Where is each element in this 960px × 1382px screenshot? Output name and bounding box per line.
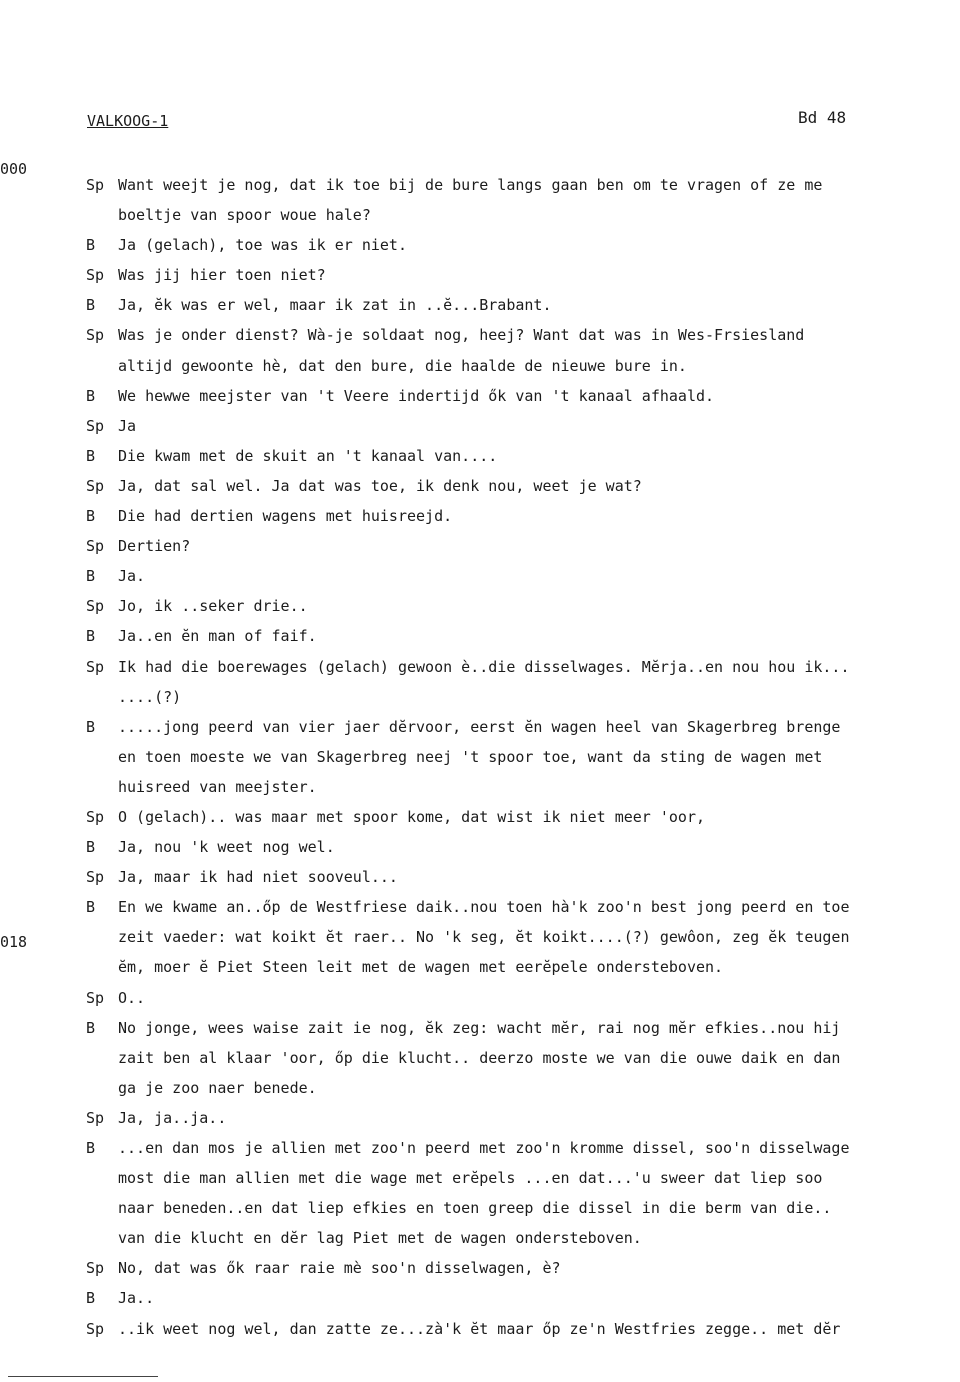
speaker-label: B xyxy=(86,898,96,917)
speaker-turn xyxy=(86,652,960,712)
footer-divider xyxy=(8,1376,158,1377)
utterance xyxy=(118,1133,850,1253)
utterance-line: Was je onder dienst? Wà-je soldaat nog, heej? Want dat was in Wes-Frsiesland xyxy=(118,326,805,345)
margin-counter: 018 xyxy=(0,933,28,951)
speaker-turn xyxy=(86,892,960,982)
utterance xyxy=(118,1283,154,1313)
speaker-turn xyxy=(86,802,960,832)
utterance-line: Die kwam met de skuit an 't kanaal van.... xyxy=(118,446,498,465)
speaker-label: B xyxy=(86,507,96,526)
utterance-line: Ja. xyxy=(118,567,146,586)
utterance-line: Ja xyxy=(118,416,137,435)
speaker-turn xyxy=(86,1013,960,1103)
speaker-label: Sp xyxy=(86,657,105,676)
speaker-label: B xyxy=(86,236,96,255)
utterance-line: most die man allien met die wage met erĕpels ...en dat...'u sweer dat liep soo xyxy=(118,1169,823,1188)
utterance-line: huisreed van meejster. xyxy=(118,777,317,796)
speaker-turn xyxy=(86,531,960,561)
utterance-line: ....(?) xyxy=(118,687,182,706)
utterance xyxy=(118,983,145,1013)
speaker-turn xyxy=(86,501,960,531)
speaker-label: Sp xyxy=(86,1108,105,1127)
utterance xyxy=(118,531,190,561)
utterance xyxy=(118,230,407,260)
utterance-line: Die had dertien wagens met huisreejd. xyxy=(118,507,453,526)
utterance xyxy=(118,652,850,712)
utterance-line: En we kwame an..őp de Westfriese daik..nou toen hà'k zoo'n best jong peerd en toe xyxy=(118,898,850,917)
utterance-line: Dertien? xyxy=(118,537,191,556)
speaker-label: B xyxy=(86,446,96,465)
utterance xyxy=(118,591,308,621)
utterance-line: Ja, nou 'k weet nog wel. xyxy=(118,838,335,857)
utterance-line: Was jij hier toen niet? xyxy=(118,266,326,285)
utterance-line: Jo, ik ..seker drie.. xyxy=(118,597,308,616)
speaker-label: B xyxy=(86,386,96,405)
speaker-turn xyxy=(86,320,960,380)
speaker-turn xyxy=(86,471,960,501)
speaker-label: B xyxy=(86,296,96,315)
speaker-turn xyxy=(86,1314,960,1344)
speaker-label: B xyxy=(86,1289,96,1308)
utterance xyxy=(118,260,326,290)
speaker-label: B xyxy=(86,838,96,857)
utterance-line: ga je zoo naer benede. xyxy=(118,1078,317,1097)
speaker-label: Sp xyxy=(86,176,105,194)
transcript-body xyxy=(86,170,960,1344)
utterance xyxy=(118,1013,840,1103)
speaker-turn xyxy=(86,170,960,230)
utterance-line: Want weejt je nog, dat ik toe bij de bure langs gaan ben om te vragen of ze me xyxy=(118,176,823,194)
utterance-line: O (gelach).. was maar met spoor kome, dat wist ik niet meer 'oor, xyxy=(118,807,705,826)
speaker-turn xyxy=(86,712,960,802)
utterance-line: Ja.. xyxy=(118,1289,155,1308)
utterance-line: Ik had die boerewages (gelach) gewoon è..die disselwages. Mĕrja..en nou hou ik... xyxy=(118,657,850,676)
utterance xyxy=(118,712,840,802)
utterance-line: van die klucht en dĕr lag Piet met de wagen ondersteboven. xyxy=(118,1229,642,1248)
speaker-turn xyxy=(86,290,960,320)
document-title: VALKOOG-1 xyxy=(87,112,169,130)
speaker-label: Sp xyxy=(86,1319,105,1338)
speaker-turn xyxy=(86,591,960,621)
utterance xyxy=(118,411,136,441)
speaker-turn xyxy=(86,832,960,862)
speaker-label: Sp xyxy=(86,416,105,435)
speaker-label: B xyxy=(86,1018,96,1037)
utterance xyxy=(118,892,850,982)
utterance-line: naar beneden..en dat liep efkies en toen greep die dissel in die berm van die.. xyxy=(118,1199,832,1218)
speaker-label: B xyxy=(86,567,96,586)
speaker-label: Sp xyxy=(86,868,105,887)
speaker-label: Sp xyxy=(86,326,105,345)
speaker-label: Sp xyxy=(86,988,105,1007)
speaker-label: B xyxy=(86,1139,96,1157)
utterance-line: No jonge, wees waise zait ie nog, ĕk zeg: wacht mĕr, rai nog mĕr efkies..nou hij xyxy=(118,1018,841,1037)
utterance xyxy=(118,290,551,320)
speaker-turn xyxy=(86,862,960,892)
speaker-turn xyxy=(86,1103,960,1133)
speaker-label: Sp xyxy=(86,807,105,826)
utterance xyxy=(118,441,497,471)
utterance-line: We hewwe meejster van 't Veere indertijd ők van 't kanaal afhaald. xyxy=(118,386,715,405)
utterance-line: en toen moeste we van Skagerbreg neej 't spoor toe, want da sting de wagen met xyxy=(118,747,823,766)
utterance-line: Ja, ja..ja.. xyxy=(118,1108,227,1127)
speaker-turn xyxy=(86,441,960,471)
utterance-line: .....jong peerd van vier jaer dĕrvoor, eerst ĕn wagen heel van Skagerbreg brenge xyxy=(118,717,841,736)
utterance xyxy=(118,320,804,380)
utterance xyxy=(118,832,335,862)
utterance-line: ĕm, moer ĕ Piet Steen leit met de wagen met eerĕpele ondersteboven. xyxy=(118,958,724,977)
speaker-label: B xyxy=(86,717,96,736)
margin-counter: 000 xyxy=(0,160,28,178)
speaker-label: Sp xyxy=(86,1259,105,1278)
utterance-line: boeltje van spoor woue hale? xyxy=(118,206,371,225)
utterance-line: zait ben al klaar 'oor, őp die klucht.. deerzo moste we van die ouwe daik en dan xyxy=(118,1048,841,1067)
speaker-label: Sp xyxy=(86,476,105,495)
speaker-label: Sp xyxy=(86,597,105,616)
utterance xyxy=(118,381,714,411)
speaker-turn xyxy=(86,1283,960,1313)
utterance xyxy=(118,170,822,230)
speaker-turn xyxy=(86,260,960,290)
utterance-line: Ja, dat sal wel. Ja dat was toe, ik denk nou, weet je wat? xyxy=(118,476,642,495)
utterance xyxy=(118,501,452,531)
utterance xyxy=(118,802,705,832)
speaker-turn xyxy=(86,1253,960,1283)
speaker-turn xyxy=(86,1133,960,1253)
utterance xyxy=(118,1103,226,1133)
speaker-turn xyxy=(86,411,960,441)
utterance-line: zeit vaeder: wat koikt ĕt raer.. No 'k seg, ĕt koikt....(?) gewôon, zeg ĕk teugen xyxy=(118,928,850,947)
utterance-line: ...en dan mos je allien met zoo'n peerd met zoo'n kromme dissel, soo'n disselwage xyxy=(118,1139,850,1157)
utterance xyxy=(118,1314,840,1344)
speaker-turn xyxy=(86,983,960,1013)
speaker-label: Sp xyxy=(86,266,105,285)
speaker-turn xyxy=(86,561,960,591)
utterance xyxy=(118,621,317,651)
speaker-label: B xyxy=(86,627,96,646)
utterance-line: Ja, maar ik had niet sooveul... xyxy=(118,868,398,887)
utterance-line: Ja..en ĕn man of faif. xyxy=(118,627,317,646)
utterance-line: O.. xyxy=(118,988,146,1007)
utterance-line: ..ik weet nog wel, dan zatte ze...zà'k ĕt maar őp ze'n Westfries zegge.. met dĕr xyxy=(118,1319,841,1338)
speaker-label: Sp xyxy=(86,537,105,556)
band-number: Bd 48 xyxy=(798,108,847,127)
speaker-turn xyxy=(86,381,960,411)
utterance xyxy=(118,862,398,892)
speaker-turn xyxy=(86,621,960,651)
utterance xyxy=(118,561,145,591)
utterance xyxy=(118,471,642,501)
speaker-turn xyxy=(86,230,960,260)
utterance-line: No, dat was ők raar raie mè soo'n disselwagen, è? xyxy=(118,1259,561,1278)
utterance-line: Ja (gelach), toe was ik er niet. xyxy=(118,236,407,255)
utterance-line: Ja, ĕk was er wel, maar ik zat in ..ĕ...Brabant. xyxy=(118,296,552,315)
utterance xyxy=(118,1253,561,1283)
utterance-line: altijd gewoonte hè, dat den bure, die haalde de nieuwe bure in. xyxy=(118,356,687,375)
